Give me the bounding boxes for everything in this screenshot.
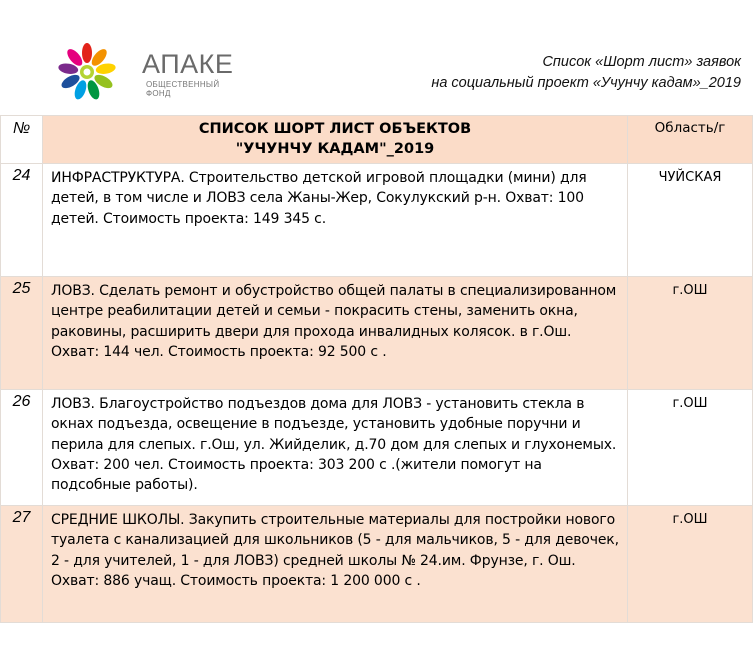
row-number: 26 [1,390,43,506]
row-number: 24 [1,164,43,277]
row-region: ЧУЙСКАЯ [628,164,753,277]
row-description: ЛОВЗ. Сделать ремонт и обустройство общей палаты в специализированном центре реабилитации детей и семьи - покрасить стены, заменить окна, раковины, расширить двери для прохода инвалидных колясок. в г.Ош. Охват: 144 чел. Стоимость проекта: 92 500 с . [43,277,628,390]
table-title-line2: "УЧУНЧУ КАДАМ"_2019 [235,141,435,157]
table-row [1,277,753,390]
row-description: ИНФРАСТРУКТУРА. Строительство детской игровой площадки (мини) для детей, в том числе и ЛОВЗ села Жаны-Жер, Сокулукский р-н. Охват: 100 детей. Стоимость проекта: 149 345 с. [43,164,628,277]
table-row [1,390,753,506]
table-title [43,116,628,164]
row-region: г.ОШ [628,390,753,506]
row-region: г.ОШ [628,506,753,623]
flower-logo-icon [54,38,120,104]
logo-subtitle: ОБЩЕСТВЕННЫЙ ФОНД [146,80,220,98]
table-header-row [1,116,753,164]
table-title-line1: СПИСОК ШОРТ ЛИСТ ОБЪЕКТОВ [198,121,472,137]
table-row [1,506,753,623]
column-region-header: Область/г [628,116,753,164]
logo [54,38,244,104]
header-note [341,52,741,94]
header-note-line1: Список «Шорт лист» заявок [542,54,741,70]
row-number: 25 [1,277,43,390]
row-region: г.ОШ [628,277,753,390]
shortlist-table [0,115,753,623]
row-description: ЛОВЗ. Благоустройство подъездов дома для ЛОВЗ - установить стекла в окнах подъезда, освещение в подъезде, установить удобные поручни и перила для слепых. г.Ош, ул. Жийделик, д.70 дом для слепых и глухонемых. Охват: 200 чел. Стоимость проекта: 303 200 с .(жители помогут на подсобные работы). [43,390,628,506]
row-number: 27 [1,506,43,623]
logo-name: АПАКЕ [142,49,234,79]
column-number-header: № [1,116,43,164]
table-row [1,164,753,277]
header-note-line2: на социальный проект «Учунчу кадам»_2019 [431,75,741,91]
row-description: СРЕДНИЕ ШКОЛЫ. Закупить строительные материалы для постройки нового туалета с канализацией для школьников (5 - для мальчиков, 5 - для девочек, 2 - для учителей, 1 - для ЛОВЗ) средней школы № 24.им. Фрунзе, г. Ош. Охват: 886 учащ. Стоимость проекта: 1 200 000 с . [43,506,628,623]
